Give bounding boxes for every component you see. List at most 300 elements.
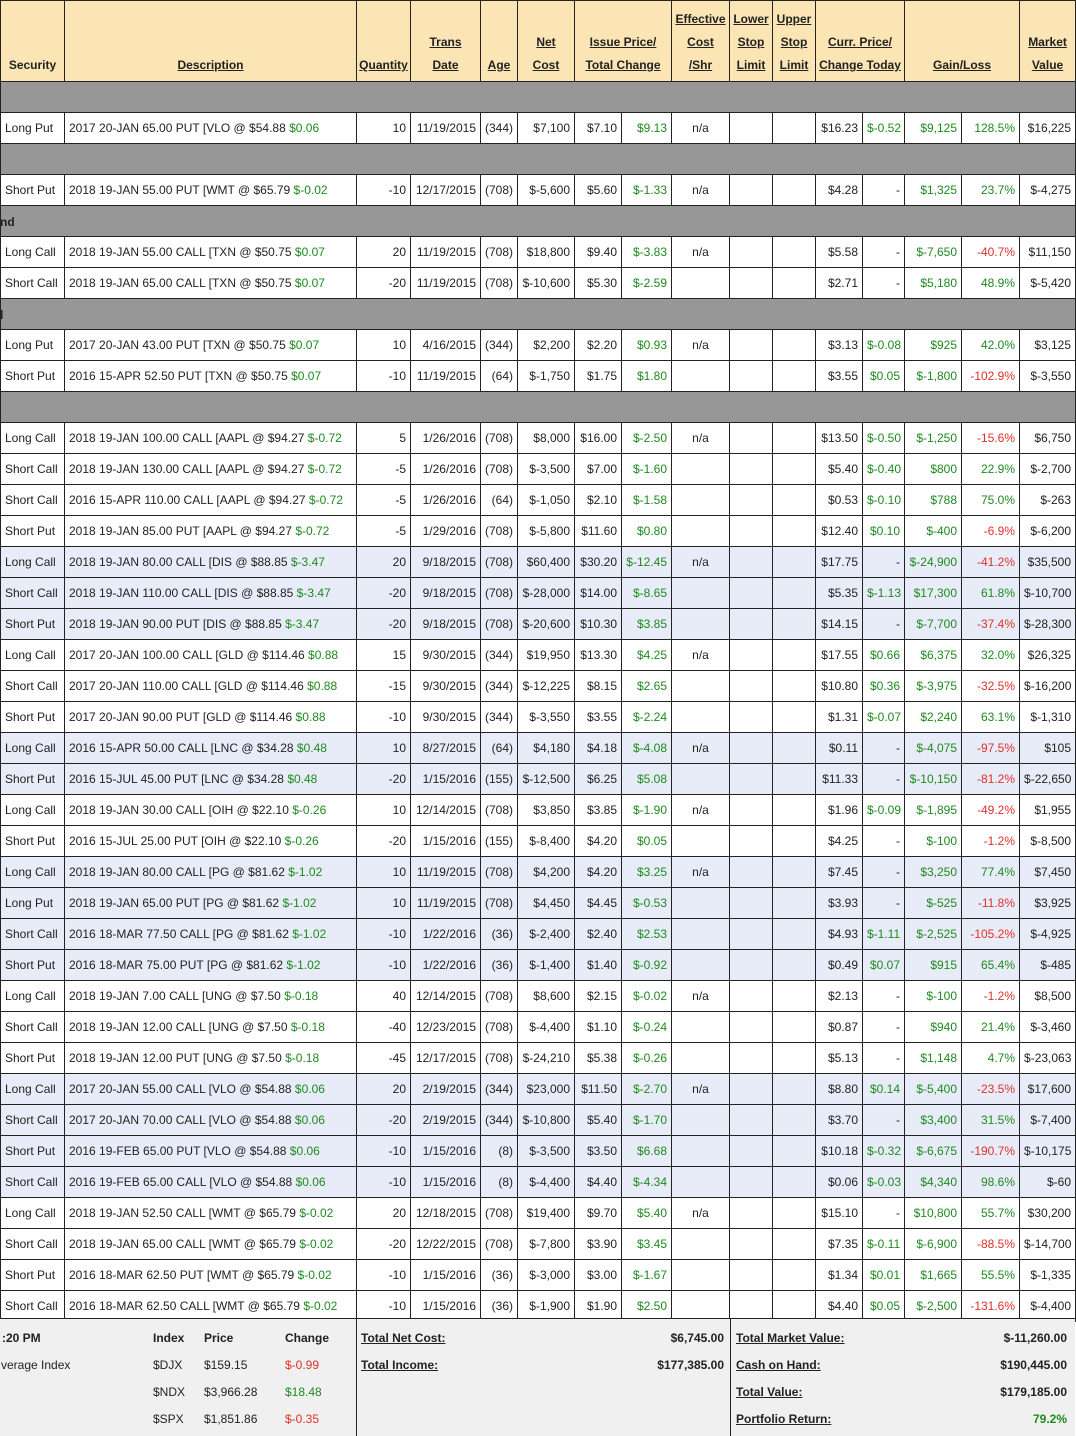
upper-stop-limit[interactable] bbox=[773, 1229, 816, 1260]
net-cost: $-5,800 bbox=[518, 516, 575, 547]
description[interactable] bbox=[65, 702, 357, 733]
effective-cost bbox=[672, 950, 730, 981]
upper-stop-limit[interactable] bbox=[773, 454, 816, 485]
index-change: $-0.99 bbox=[285, 1358, 320, 1372]
market-value: $26,325 bbox=[1020, 640, 1076, 671]
table-row[interactable] bbox=[1, 1291, 1076, 1322]
lower-stop-limit[interactable] bbox=[730, 547, 773, 578]
option-description: 2018 19-JAN 12.00 CALL [UNG @ $7.50 bbox=[69, 1020, 288, 1034]
lower-stop-limit[interactable] bbox=[730, 1074, 773, 1105]
table-row[interactable] bbox=[1, 1074, 1076, 1105]
upper-stop-limit[interactable] bbox=[773, 361, 816, 392]
table-row[interactable] bbox=[1, 1012, 1076, 1043]
header-age[interactable]: Age bbox=[481, 1, 518, 82]
lower-stop-limit[interactable] bbox=[730, 888, 773, 919]
quantity: -5 bbox=[357, 516, 411, 547]
underlying-change: $-1.02 bbox=[292, 927, 327, 941]
description[interactable] bbox=[65, 1260, 357, 1291]
header-quantity[interactable]: Quantity bbox=[357, 1, 411, 82]
lower-stop-limit[interactable] bbox=[730, 1198, 773, 1229]
gain-loss: $10,800 bbox=[905, 1198, 962, 1229]
option-description: 2018 19-JAN 85.00 PUT [AAPL @ $94.27 bbox=[69, 524, 292, 538]
description[interactable] bbox=[65, 237, 357, 268]
gain-loss-percent: -88.5% bbox=[962, 1229, 1020, 1260]
description[interactable] bbox=[65, 1074, 357, 1105]
description[interactable] bbox=[65, 423, 357, 454]
lower-stop-limit[interactable] bbox=[730, 640, 773, 671]
lower-stop-limit[interactable] bbox=[730, 423, 773, 454]
header-trans-date[interactable]: Trans Date bbox=[411, 1, 481, 82]
table-row[interactable] bbox=[1, 702, 1076, 733]
change-today: $0.36 bbox=[863, 671, 905, 702]
underlying-change: $-0.02 bbox=[299, 1237, 334, 1251]
effective-cost: n/a bbox=[672, 1198, 730, 1229]
upper-stop-limit[interactable] bbox=[773, 547, 816, 578]
issue-price: $3.00 bbox=[575, 1260, 622, 1291]
trans-date: 11/19/2015 bbox=[411, 361, 481, 392]
trans-date: 12/14/2015 bbox=[411, 795, 481, 826]
gain-loss-percent: -102.9% bbox=[962, 361, 1020, 392]
trans-date: 1/15/2016 bbox=[411, 1291, 481, 1322]
total-change: $3.85 bbox=[622, 609, 672, 640]
description[interactable] bbox=[65, 268, 357, 299]
table-row[interactable] bbox=[1, 485, 1076, 516]
description[interactable] bbox=[65, 795, 357, 826]
description[interactable] bbox=[65, 826, 357, 857]
upper-stop-limit[interactable] bbox=[773, 485, 816, 516]
effective-cost bbox=[672, 1136, 730, 1167]
quantity: -10 bbox=[357, 361, 411, 392]
quantity: -15 bbox=[357, 671, 411, 702]
age: (344) bbox=[481, 671, 518, 702]
upper-stop-limit[interactable] bbox=[773, 640, 816, 671]
table-row[interactable] bbox=[1, 547, 1076, 578]
security-type: Long Put bbox=[1, 888, 65, 919]
market-value: $3,925 bbox=[1020, 888, 1076, 919]
table-row[interactable] bbox=[1, 981, 1076, 1012]
gain-loss: $17,300 bbox=[905, 578, 962, 609]
change-today: - bbox=[863, 1043, 905, 1074]
total-change: $-1.67 bbox=[622, 1260, 672, 1291]
lower-stop-limit[interactable] bbox=[730, 826, 773, 857]
effective-cost: n/a bbox=[672, 857, 730, 888]
section-header bbox=[1, 144, 1076, 175]
option-description: 2016 15-JUL 25.00 PUT [OIH @ $22.10 bbox=[69, 834, 282, 848]
lower-stop-limit[interactable] bbox=[730, 113, 773, 144]
trans-date: 12/14/2015 bbox=[411, 981, 481, 1012]
table-row[interactable] bbox=[1, 330, 1076, 361]
description[interactable] bbox=[65, 733, 357, 764]
security-type: Short Call bbox=[1, 578, 65, 609]
lower-stop-limit[interactable] bbox=[730, 237, 773, 268]
age: (344) bbox=[481, 113, 518, 144]
lower-stop-limit[interactable] bbox=[730, 919, 773, 950]
lower-stop-limit[interactable] bbox=[730, 268, 773, 299]
lower-stop-limit[interactable] bbox=[730, 609, 773, 640]
table-row[interactable] bbox=[1, 516, 1076, 547]
current-price: $10.18 bbox=[816, 1136, 863, 1167]
age: (64) bbox=[481, 485, 518, 516]
lower-stop-limit[interactable] bbox=[730, 330, 773, 361]
trans-date: 1/15/2016 bbox=[411, 1136, 481, 1167]
table-row[interactable] bbox=[1, 764, 1076, 795]
change-today: - bbox=[863, 733, 905, 764]
total-change: $-1.60 bbox=[622, 454, 672, 485]
header-net-cost[interactable]: Net Cost bbox=[518, 1, 575, 82]
change-today: - bbox=[863, 547, 905, 578]
quantity: -20 bbox=[357, 826, 411, 857]
lower-stop-limit[interactable] bbox=[730, 516, 773, 547]
underlying-change: $-0.72 bbox=[308, 493, 343, 507]
issue-price: $13.30 bbox=[575, 640, 622, 671]
table-row[interactable] bbox=[1, 1260, 1076, 1291]
header-gain-loss[interactable]: Gain/Loss bbox=[905, 1, 1020, 82]
table-row[interactable] bbox=[1, 1105, 1076, 1136]
table-row[interactable] bbox=[1, 1229, 1076, 1260]
effective-cost bbox=[672, 516, 730, 547]
upper-stop-limit[interactable] bbox=[773, 1074, 816, 1105]
gain-loss: $-7,650 bbox=[905, 237, 962, 268]
description[interactable] bbox=[65, 454, 357, 485]
upper-stop-limit[interactable] bbox=[773, 578, 816, 609]
header-curr-price[interactable]: Curr. Price/ Change Today bbox=[816, 1, 905, 82]
upper-stop-limit[interactable] bbox=[773, 516, 816, 547]
option-description: 2016 18-MAR 77.50 CALL [PG @ $81.62 bbox=[69, 927, 289, 941]
lower-stop-limit[interactable] bbox=[730, 1167, 773, 1198]
upper-stop-limit[interactable] bbox=[773, 950, 816, 981]
header-upper-stop[interactable]: Upper Stop Limit bbox=[773, 1, 816, 82]
trans-date: 1/29/2016 bbox=[411, 516, 481, 547]
gain-loss: $-100 bbox=[905, 981, 962, 1012]
table-row[interactable] bbox=[1, 268, 1076, 299]
age: (708) bbox=[481, 175, 518, 206]
security-type: Short Call bbox=[1, 1291, 65, 1322]
table-row[interactable] bbox=[1, 733, 1076, 764]
table-row[interactable] bbox=[1, 919, 1076, 950]
upper-stop-limit[interactable] bbox=[773, 1136, 816, 1167]
lower-stop-limit[interactable] bbox=[730, 1136, 773, 1167]
upper-stop-limit[interactable] bbox=[773, 671, 816, 702]
upper-stop-limit[interactable] bbox=[773, 981, 816, 1012]
market-value: $-14,700 bbox=[1020, 1229, 1076, 1260]
upper-stop-limit[interactable] bbox=[773, 1260, 816, 1291]
change-today: - bbox=[863, 857, 905, 888]
upper-stop-limit[interactable] bbox=[773, 237, 816, 268]
net-cost: $4,180 bbox=[518, 733, 575, 764]
gain-loss-percent: -6.9% bbox=[962, 516, 1020, 547]
table-row[interactable] bbox=[1, 361, 1076, 392]
underlying-change: $0.48 bbox=[287, 772, 318, 786]
change-today: $-0.08 bbox=[863, 330, 905, 361]
security-type: Short Call bbox=[1, 1229, 65, 1260]
underlying-change: $-1.02 bbox=[288, 865, 323, 879]
option-description: 2018 19-JAN 100.00 CALL [AAPL @ $94.27 bbox=[69, 431, 305, 445]
total-change: $-1.70 bbox=[622, 1105, 672, 1136]
upper-stop-limit[interactable] bbox=[773, 826, 816, 857]
description[interactable] bbox=[65, 1012, 357, 1043]
effective-cost bbox=[672, 888, 730, 919]
header-issue-price[interactable]: Issue Price/ Total Change bbox=[575, 1, 672, 82]
upper-stop-limit[interactable] bbox=[773, 919, 816, 950]
current-price: $0.06 bbox=[816, 1167, 863, 1198]
description[interactable] bbox=[65, 1136, 357, 1167]
description[interactable] bbox=[65, 857, 357, 888]
table-row[interactable] bbox=[1, 609, 1076, 640]
lower-stop-limit[interactable] bbox=[730, 733, 773, 764]
lower-stop-limit[interactable] bbox=[730, 1229, 773, 1260]
upper-stop-limit[interactable] bbox=[773, 764, 816, 795]
underlying-change: $-1.02 bbox=[282, 896, 317, 910]
current-price: $16.23 bbox=[816, 113, 863, 144]
underlying-change: $0.88 bbox=[307, 679, 338, 693]
net-cost: $-2,400 bbox=[518, 919, 575, 950]
upper-stop-limit[interactable] bbox=[773, 1291, 816, 1322]
quantity: -20 bbox=[357, 1229, 411, 1260]
effective-cost bbox=[672, 1167, 730, 1198]
quantity: -10 bbox=[357, 919, 411, 950]
table-row[interactable] bbox=[1, 454, 1076, 485]
table-row[interactable] bbox=[1, 857, 1076, 888]
market-value: $-485 bbox=[1020, 950, 1076, 981]
description[interactable] bbox=[65, 609, 357, 640]
market-value: $-28,300 bbox=[1020, 609, 1076, 640]
net-cost: $-4,400 bbox=[518, 1012, 575, 1043]
underlying-change: $-0.72 bbox=[307, 462, 342, 476]
lower-stop-limit[interactable] bbox=[730, 454, 773, 485]
section-header-row bbox=[1, 144, 1076, 175]
underlying-change: $0.88 bbox=[295, 710, 326, 724]
description[interactable] bbox=[65, 981, 357, 1012]
option-description: 2017 20-JAN 90.00 PUT [GLD @ $114.46 bbox=[69, 710, 293, 724]
description[interactable] bbox=[65, 1291, 357, 1322]
lower-stop-limit[interactable] bbox=[730, 1260, 773, 1291]
gain-loss: $-2,500 bbox=[905, 1291, 962, 1322]
index-change: $18.48 bbox=[285, 1385, 322, 1399]
lower-stop-limit[interactable] bbox=[730, 702, 773, 733]
table-row[interactable] bbox=[1, 795, 1076, 826]
security-type: Long Call bbox=[1, 981, 65, 1012]
total-change: $1.80 bbox=[622, 361, 672, 392]
total-change: $3.25 bbox=[622, 857, 672, 888]
upper-stop-limit[interactable] bbox=[773, 175, 816, 206]
total-change: $5.08 bbox=[622, 764, 672, 795]
description[interactable] bbox=[65, 175, 357, 206]
upper-stop-limit[interactable] bbox=[773, 1167, 816, 1198]
header-market-value[interactable]: Market Value bbox=[1020, 1, 1076, 82]
total-change: $-0.26 bbox=[622, 1043, 672, 1074]
upper-stop-limit[interactable] bbox=[773, 113, 816, 144]
lower-stop-limit[interactable] bbox=[730, 1043, 773, 1074]
header-effective-cost[interactable]: Effective Cost /Shr bbox=[672, 1, 730, 82]
change-today: $-0.10 bbox=[863, 485, 905, 516]
age: (708) bbox=[481, 981, 518, 1012]
lower-stop-limit[interactable] bbox=[730, 981, 773, 1012]
total-change: $-1.33 bbox=[622, 175, 672, 206]
table-row[interactable] bbox=[1, 1198, 1076, 1229]
description[interactable] bbox=[65, 1198, 357, 1229]
option-description: 2017 20-JAN 70.00 CALL [VLO @ $54.88 bbox=[69, 1113, 292, 1127]
quantity: 20 bbox=[357, 1074, 411, 1105]
lower-stop-limit[interactable] bbox=[730, 361, 773, 392]
total-change: $-2.50 bbox=[622, 423, 672, 454]
lower-stop-limit[interactable] bbox=[730, 578, 773, 609]
table-row[interactable] bbox=[1, 578, 1076, 609]
gain-loss-percent: -131.6% bbox=[962, 1291, 1020, 1322]
underlying-change: $0.07 bbox=[291, 369, 322, 383]
option-description: 2018 19-JAN 52.50 CALL [WMT @ $65.79 bbox=[69, 1206, 296, 1220]
header-lower-stop[interactable]: Lower Stop Limit bbox=[730, 1, 773, 82]
gain-loss-percent: -32.5% bbox=[962, 671, 1020, 702]
upper-stop-limit[interactable] bbox=[773, 1105, 816, 1136]
upper-stop-limit[interactable] bbox=[773, 1043, 816, 1074]
lower-stop-limit[interactable] bbox=[730, 1105, 773, 1136]
trans-date: 9/30/2015 bbox=[411, 671, 481, 702]
lower-stop-limit[interactable] bbox=[730, 671, 773, 702]
section-header bbox=[1, 299, 1076, 330]
lower-stop-limit[interactable] bbox=[730, 764, 773, 795]
gain-loss: $-400 bbox=[905, 516, 962, 547]
description[interactable] bbox=[65, 640, 357, 671]
age: (708) bbox=[481, 1043, 518, 1074]
table-row[interactable] bbox=[1, 1167, 1076, 1198]
table-row[interactable] bbox=[1, 237, 1076, 268]
issue-price: $2.15 bbox=[575, 981, 622, 1012]
description[interactable] bbox=[65, 1105, 357, 1136]
description[interactable] bbox=[65, 1167, 357, 1198]
index-name[interactable]: $DJX bbox=[153, 1358, 183, 1372]
lower-stop-limit[interactable] bbox=[730, 795, 773, 826]
index-name[interactable]: $NDX bbox=[153, 1385, 186, 1399]
upper-stop-limit[interactable] bbox=[773, 795, 816, 826]
table-row[interactable] bbox=[1, 175, 1076, 206]
table-row[interactable] bbox=[1, 1043, 1076, 1074]
total-change: $-12.45 bbox=[622, 547, 672, 578]
lower-stop-limit[interactable] bbox=[730, 175, 773, 206]
age: (344) bbox=[481, 1074, 518, 1105]
upper-stop-limit[interactable] bbox=[773, 857, 816, 888]
quantity: 5 bbox=[357, 423, 411, 454]
table-row[interactable] bbox=[1, 826, 1076, 857]
description[interactable] bbox=[65, 547, 357, 578]
description[interactable] bbox=[65, 330, 357, 361]
issue-price: $1.75 bbox=[575, 361, 622, 392]
lower-stop-limit[interactable] bbox=[730, 1291, 773, 1322]
trans-date: 2/19/2015 bbox=[411, 1105, 481, 1136]
change-today: $-0.32 bbox=[863, 1136, 905, 1167]
issue-price: $2.20 bbox=[575, 330, 622, 361]
net-cost: $-1,050 bbox=[518, 485, 575, 516]
gain-loss-percent: -49.2% bbox=[962, 795, 1020, 826]
upper-stop-limit[interactable] bbox=[773, 423, 816, 454]
table-row[interactable] bbox=[1, 671, 1076, 702]
total-change: $-0.02 bbox=[622, 981, 672, 1012]
lower-stop-limit[interactable] bbox=[730, 1012, 773, 1043]
description[interactable] bbox=[65, 671, 357, 702]
description[interactable] bbox=[65, 764, 357, 795]
upper-stop-limit[interactable] bbox=[773, 268, 816, 299]
net-cost: $-12,225 bbox=[518, 671, 575, 702]
age: (64) bbox=[481, 361, 518, 392]
table-row[interactable] bbox=[1, 640, 1076, 671]
table-row[interactable] bbox=[1, 113, 1076, 144]
gain-loss-percent: 55.5% bbox=[962, 1260, 1020, 1291]
lower-stop-limit[interactable] bbox=[730, 950, 773, 981]
index-name[interactable]: $SPX bbox=[153, 1412, 184, 1426]
total-market-value-label: Total Market Value: bbox=[736, 1331, 845, 1345]
description[interactable] bbox=[65, 361, 357, 392]
gain-loss-percent: -15.6% bbox=[962, 423, 1020, 454]
lower-stop-limit[interactable] bbox=[730, 857, 773, 888]
upper-stop-limit[interactable] bbox=[773, 609, 816, 640]
underlying-change: $-0.02 bbox=[299, 1206, 334, 1220]
issue-price: $10.30 bbox=[575, 609, 622, 640]
gain-loss: $5,180 bbox=[905, 268, 962, 299]
description[interactable] bbox=[65, 1043, 357, 1074]
description[interactable] bbox=[65, 1229, 357, 1260]
description[interactable] bbox=[65, 888, 357, 919]
underlying-change: $0.07 bbox=[289, 338, 320, 352]
summary-divider bbox=[730, 1319, 731, 1436]
issue-price: $1.10 bbox=[575, 1012, 622, 1043]
upper-stop-limit[interactable] bbox=[773, 733, 816, 764]
current-price: $4.28 bbox=[816, 175, 863, 206]
header-description[interactable]: Description bbox=[65, 1, 357, 82]
current-price: $3.55 bbox=[816, 361, 863, 392]
upper-stop-limit[interactable] bbox=[773, 888, 816, 919]
table-row[interactable] bbox=[1, 950, 1076, 981]
security-type: Short Put bbox=[1, 361, 65, 392]
lower-stop-limit[interactable] bbox=[730, 485, 773, 516]
upper-stop-limit[interactable] bbox=[773, 702, 816, 733]
table-row[interactable] bbox=[1, 888, 1076, 919]
current-price: $3.93 bbox=[816, 888, 863, 919]
issue-price: $11.50 bbox=[575, 1074, 622, 1105]
upper-stop-limit[interactable] bbox=[773, 1198, 816, 1229]
table-row[interactable] bbox=[1, 1136, 1076, 1167]
issue-price: $8.15 bbox=[575, 671, 622, 702]
market-value: $-1,310 bbox=[1020, 702, 1076, 733]
section-label: nd bbox=[0, 215, 15, 229]
trans-date: 11/19/2015 bbox=[411, 857, 481, 888]
net-cost: $8,000 bbox=[518, 423, 575, 454]
description[interactable] bbox=[65, 485, 357, 516]
total-change: $-2.24 bbox=[622, 702, 672, 733]
quantity: 10 bbox=[357, 795, 411, 826]
current-price: $17.55 bbox=[816, 640, 863, 671]
gain-loss: $-1,250 bbox=[905, 423, 962, 454]
description[interactable] bbox=[65, 113, 357, 144]
upper-stop-limit[interactable] bbox=[773, 1012, 816, 1043]
description[interactable] bbox=[65, 516, 357, 547]
quantity: -5 bbox=[357, 485, 411, 516]
table-row[interactable] bbox=[1, 423, 1076, 454]
description[interactable] bbox=[65, 919, 357, 950]
total-change: $2.50 bbox=[622, 1291, 672, 1322]
description[interactable] bbox=[65, 578, 357, 609]
gain-loss: $1,665 bbox=[905, 1260, 962, 1291]
trans-date: 1/15/2016 bbox=[411, 1167, 481, 1198]
upper-stop-limit[interactable] bbox=[773, 330, 816, 361]
current-price: $3.70 bbox=[816, 1105, 863, 1136]
net-cost: $-1,750 bbox=[518, 361, 575, 392]
option-description: 2016 19-FEB 65.00 CALL [VLO @ $54.88 bbox=[69, 1175, 293, 1189]
trans-date: 1/22/2016 bbox=[411, 950, 481, 981]
description[interactable] bbox=[65, 950, 357, 981]
effective-cost bbox=[672, 1043, 730, 1074]
quantity: -40 bbox=[357, 1012, 411, 1043]
security-type: Long Call bbox=[1, 423, 65, 454]
age: (36) bbox=[481, 950, 518, 981]
